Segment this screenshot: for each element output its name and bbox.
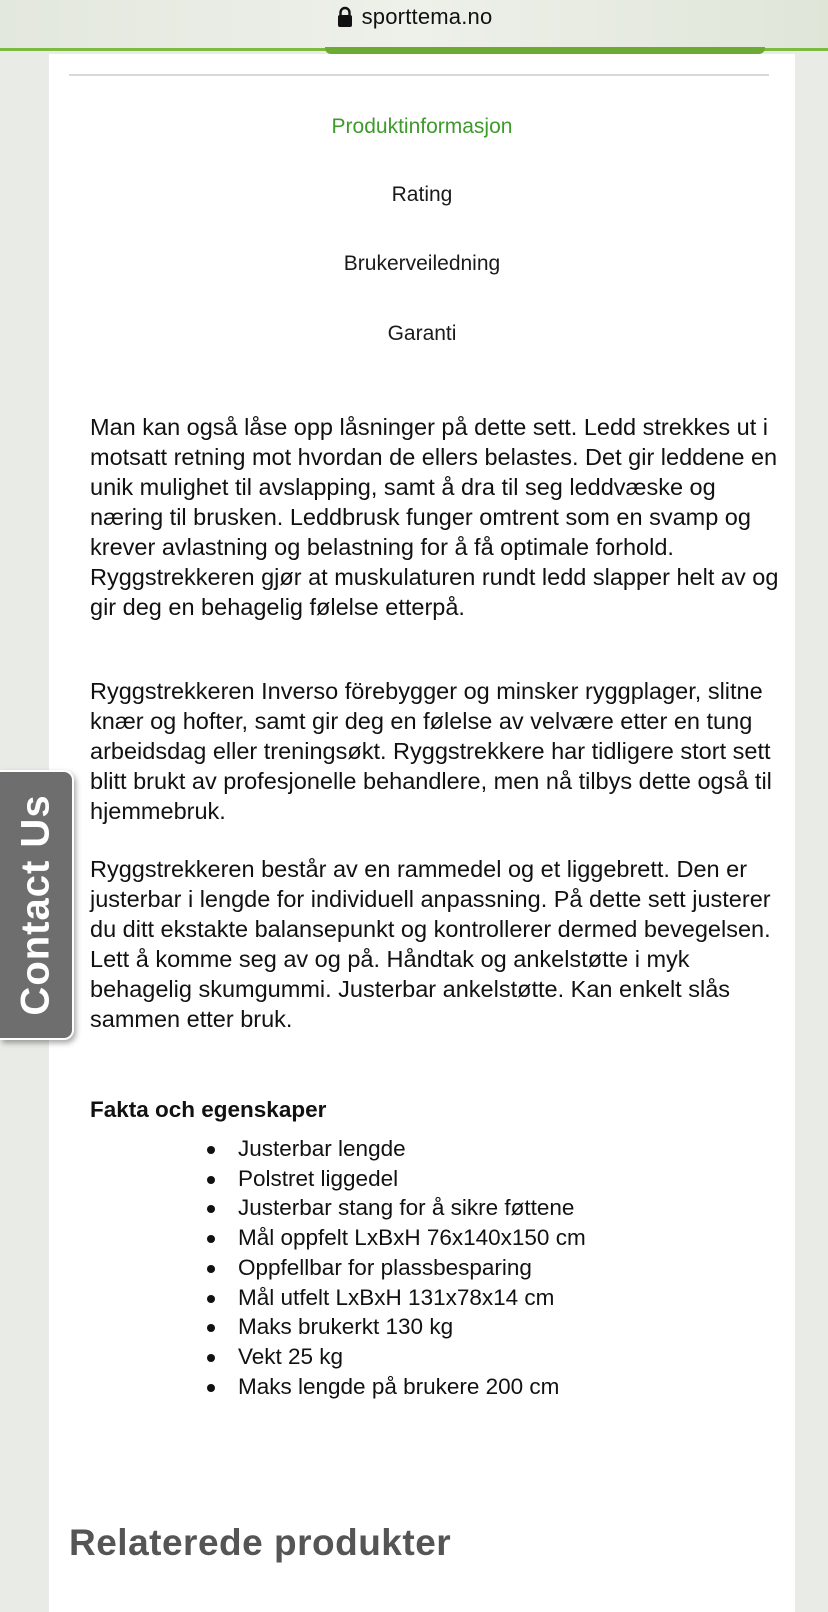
list-item-text: Oppfellbar for plassbesparing [238, 1254, 532, 1280]
list-item-text: Vekt 25 kg [238, 1343, 344, 1369]
bullet-icon [207, 1384, 215, 1392]
bullet-icon [207, 1235, 215, 1243]
list-item [201, 1134, 586, 1164]
bullet-icon [207, 1354, 215, 1362]
list-item [201, 1342, 586, 1372]
bullet-icon [207, 1205, 215, 1213]
bullet-icon [207, 1265, 215, 1273]
tab-rating[interactable]: Rating [391, 183, 453, 206]
list-item-text: Maks lengde på brukere 200 cm [238, 1373, 560, 1399]
list-item [201, 1312, 586, 1342]
list-item [201, 1164, 586, 1194]
list-item [201, 1372, 586, 1402]
tab-garanti[interactable]: Garanti [387, 322, 457, 345]
contact-us-label: Contact Us [13, 794, 58, 1016]
list-item-text: Mål utfelt LxBxH 131x78x14 cm [238, 1284, 555, 1310]
list-item-text: Justerbar stang for å sikre føttene [238, 1195, 575, 1221]
product-content-panel [49, 54, 795, 1612]
list-item [201, 1193, 586, 1223]
bullet-icon [207, 1295, 215, 1303]
facts-heading: Fakta och egenskaper [90, 1097, 327, 1122]
list-item [201, 1253, 586, 1283]
browser-url-bar[interactable] [0, 0, 828, 50]
description-paragraph: Ryggstrekkeren består av en rammedel og et liggebrett. Den er justerbar i lengde for individuell anpassning. På dette sett justerer du ditt ekstakte balansepunkt og kontrollerer dermed bevegelsen. Lett å komme seg av og på. Håndtak og ankelstøtte i myk behagelig skumgummi. Justerbar ankelstøtte. Kan enkelt slås sammen etter bruk. [90, 856, 771, 1032]
list-item-text: Polstret liggedel [238, 1165, 399, 1191]
list-item [201, 1283, 586, 1313]
list-item-text: Justerbar lengde [238, 1136, 406, 1161]
tab-brukerveiledning[interactable]: Brukerveiledning [343, 252, 501, 275]
contact-us-button[interactable] [0, 770, 74, 1040]
url-display[interactable] [336, 4, 493, 30]
list-item-text: Maks brukerkt 130 kg [238, 1314, 454, 1340]
divider [69, 74, 769, 76]
tab-produktinformasjon[interactable]: Produktinformasjon [331, 115, 513, 138]
description-paragraph: Ryggstrekkeren Inverso förebygger og minsker ryggplager, slitne knær og hofter, samt gir deg en følelse av velvære etter en tung arbeidsdag eller treningsøkt. Ryggstrekkere har tidligere stort sett blitt brukt av profesjonelle behandlere, men nå tilbys dette også til hjemmebruk. [90, 678, 772, 824]
list-item [201, 1223, 586, 1253]
url-text: sporttema.no [361, 4, 493, 29]
lock-icon [336, 6, 354, 28]
bullet-icon [207, 1146, 215, 1154]
related-products-heading: Relaterede produkter [69, 1522, 452, 1563]
header-accent-tab [325, 47, 765, 54]
description-paragraph: Man kan også låse opp låsninger på dette sett. Ledd strekkes ut i motsatt retning mot hvordan de ellers belastes. Det gir leddene en unik mulighet til avslapping, samt å dra til seg leddvæske og næring til brusken. Leddbrusk funger omtrent som en svamp og krever avlastning og belastning for å få optimale forhold. Ryggstrekkeren gjør at muskulaturen rundt ledd slapper helt av og gir deg en behagelig følelse etterpå. [90, 414, 779, 620]
bullet-icon [207, 1324, 215, 1332]
bullet-icon [207, 1176, 215, 1184]
list-item-text: Mål oppfelt LxBxH 76x140x150 cm [238, 1225, 586, 1251]
facts-list [201, 1134, 586, 1401]
